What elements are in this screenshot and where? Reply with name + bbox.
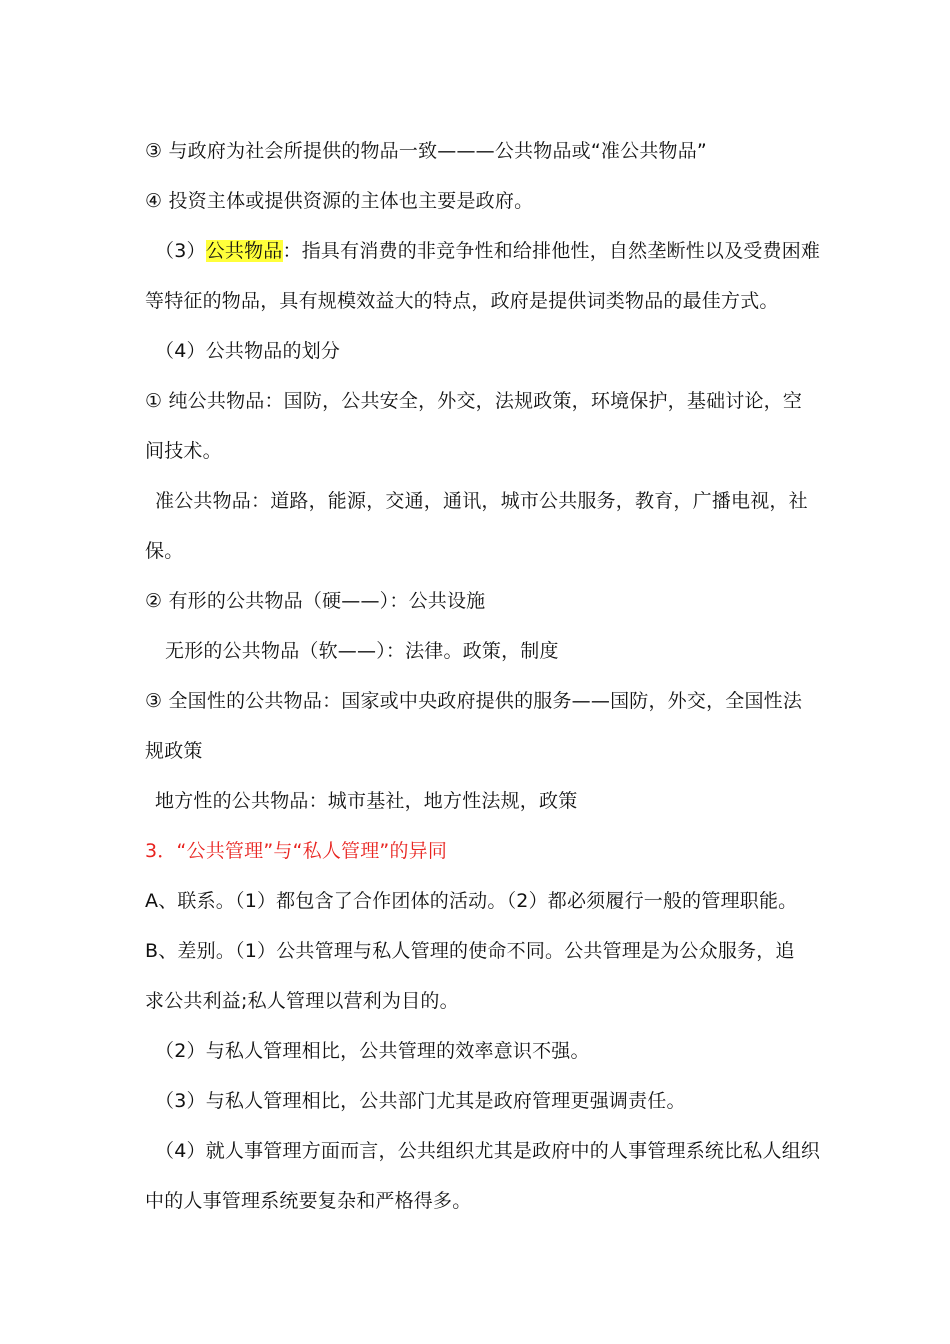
paragraph-line: 地方性的公共物品：城市基社，地方性法规，政策 xyxy=(155,790,578,812)
paragraph-line: ④ 投资主体或提供资源的主体也主要是政府。 xyxy=(145,190,534,212)
highlighted-term: 公共物品 xyxy=(205,240,283,262)
section-subheading: （4）公共物品的划分 xyxy=(155,340,341,362)
paragraph-line: 间技术。 xyxy=(145,440,222,462)
paragraph-line: （4）就人事管理方面而言，公共组织尤其是政府中的人事管理系统比私人组织 xyxy=(155,1140,821,1162)
paragraph-line: 准公共物品：道路，能源，交通，通讯，城市公共服务，教育，广播电视，社 xyxy=(155,490,808,512)
paragraph-line: 保。 xyxy=(145,540,184,562)
paragraph-line: 中的人事管理系统要复杂和严格得多。 xyxy=(145,1190,472,1212)
item-number: （3） xyxy=(155,240,206,262)
paragraph-line: （2）与私人管理相比，公共管理的效率意识不强。 xyxy=(155,1040,590,1062)
section-heading: 3．“公共管理”与“私人管理”的异同 xyxy=(145,840,448,862)
paragraph-line: 规政策 xyxy=(145,740,203,762)
definition-line xyxy=(155,238,820,264)
paragraph-line: 无形的公共物品（软——）：法律。政策，制度 xyxy=(165,640,559,662)
paragraph-line: ① 纯公共物品：国防，公共安全，外交，法规政策，环境保护，基础讨论，空 xyxy=(145,390,803,412)
definition-text: ：指具有消费的非竞争性和给排他性，自然垄断性以及受费困难 xyxy=(282,240,821,262)
paragraph-line: ③ 全国性的公共物品：国家或中央政府提供的服务——国防，外交，全国性法 xyxy=(145,690,803,712)
paragraph-line: ② 有形的公共物品（硬——）：公共设施 xyxy=(145,590,486,612)
paragraph-line: A、联系。（1）都包含了合作团体的活动。（2）都必须履行一般的管理职能。 xyxy=(145,890,798,912)
paragraph-line: 等特征的物品，具有规模效益大的特点，政府是提供词类物品的最佳方式。 xyxy=(145,290,779,312)
paragraph-line: B、差别。（1）公共管理与私人管理的使命不同。公共管理是为公众服务，追 xyxy=(145,940,795,962)
paragraph-line: ③ 与政府为社会所提供的物品一致———公共物品或“准公共物品” xyxy=(145,140,707,162)
paragraph-line: （3）与私人管理相比，公共部门尤其是政府管理更强调责任。 xyxy=(155,1090,686,1112)
paragraph-line: 求公共利益;私人管理以营利为目的。 xyxy=(145,990,459,1012)
